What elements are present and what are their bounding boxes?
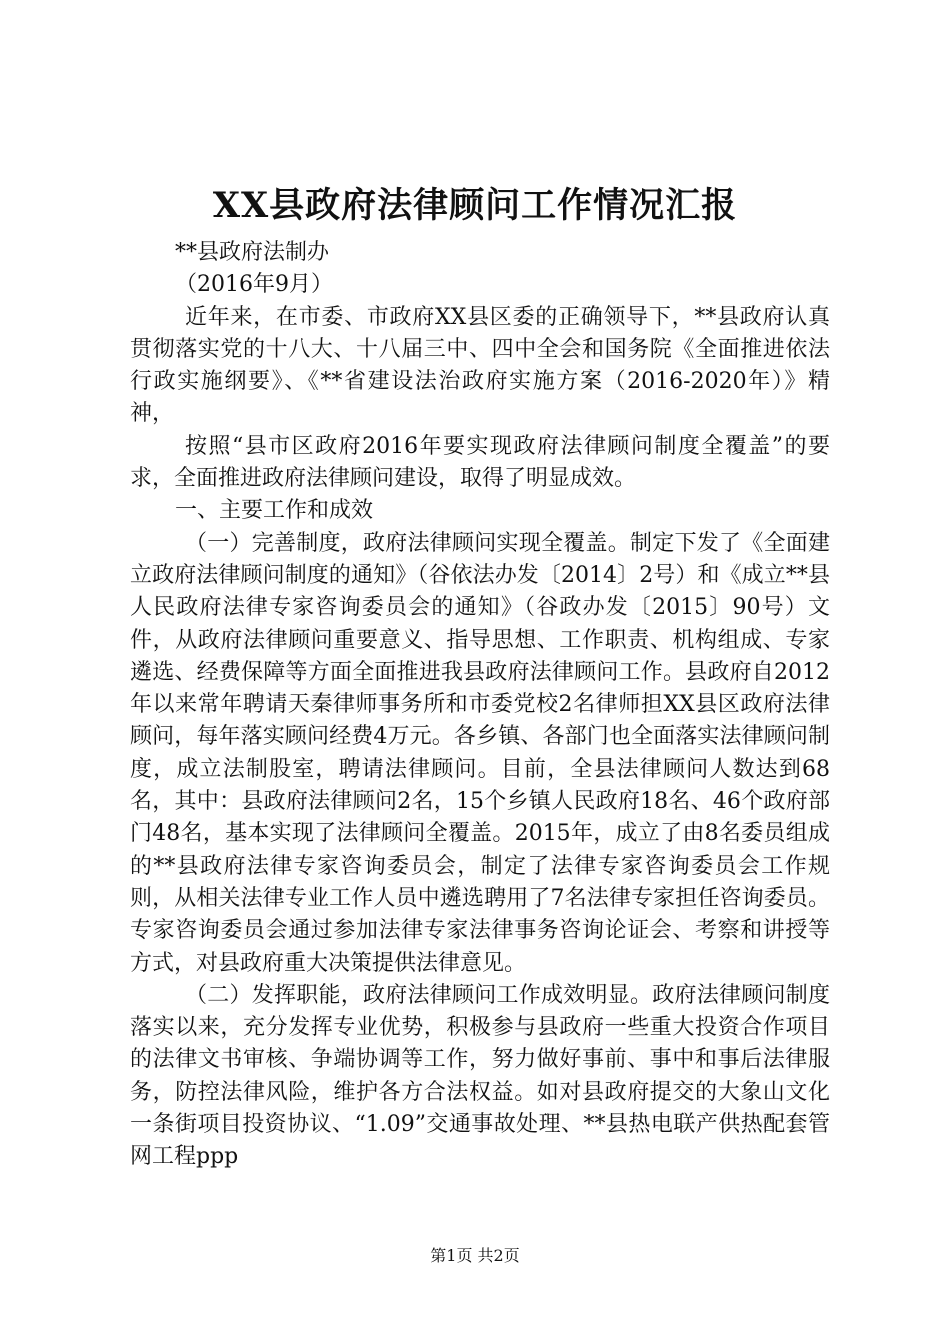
- document-body: [130, 237, 830, 1174]
- date-line: （2016年9月）: [175, 272, 333, 298]
- paragraph-intro: 近年来，在市委、市政府XX县区委的正确领导下，**县政府认真贯彻落实党的十八大、十八届三中、四中全会和国务院《全面推进依法行政实施纲要》、《**省建设法治政府实施方案（2016-2020年）》精神，: [130, 304, 830, 427]
- paragraph-requirement: 按照“县市区政府2016年要实现政府法律顾问制度全覆盖”的要求，全面推进政府法律顾问建设，取得了明显成效。: [130, 433, 830, 492]
- page-footer: 第1页 共2页: [430, 1246, 520, 1265]
- paragraph-section-2: （二）发挥职能，政府法律顾问工作成效明显。政府法律顾问制度落实以来，充分发挥专业优势，积极参与县政府一些重大投资合作项目的法律文书审核、争端协调等工作，努力做好事前、事中和事后法律服务，防控法律风险，维护各方合法权益。如对县政府提交的大象山文化一条街项目投资协议、“1.09”交通事故处理、**县热电联产供热配套管网工程ppp: [130, 982, 830, 1170]
- author-line: **县政府法制办: [175, 240, 330, 265]
- document-title: XX县政府法律顾问工作情况汇报: [212, 185, 738, 226]
- paragraph-section-1: （一）完善制度，政府法律顾问实现全覆盖。制定下发了《全面建立政府法律顾问制度的通知》（谷依法办发〔2014〕2号）和《成立**县人民政府法律专家咨询委员会的通知》（谷政办发〔2015〕90号）文件，从政府法律顾问重要意义、指导思想、工作职责、机构组成、专家遴选、经费保障等方面全面推进我县政府法律顾问工作。县政府自2012年以来常年聘请天秦律师事务所和市委党校2名律师担XX县区政府法律顾问，每年落实顾问经费4万元。各乡镇、各部门也全面落实法律顾问制度，成立法制股室，聘请法律顾问。目前，全县法律顾问人数达到68名，其中：县政府法律顾问2名，15个乡镇人民政府18名、46个政府部门48名，基本实现了法律顾问全覆盖。2015年，成立了由8名委员组成的**县政府法律专家咨询委员会，制定了法律专家咨询委员会工作规则，从相关法律专业工作人员中遴选聘用了7名法律专家担任咨询委员。专家咨询委员会通过参加法律专家法律事务咨询论证会、考察和讲授等方式，对县政府重大决策提供法律意见。: [130, 530, 830, 976]
- section-heading: 一、主要工作和成效: [175, 498, 374, 524]
